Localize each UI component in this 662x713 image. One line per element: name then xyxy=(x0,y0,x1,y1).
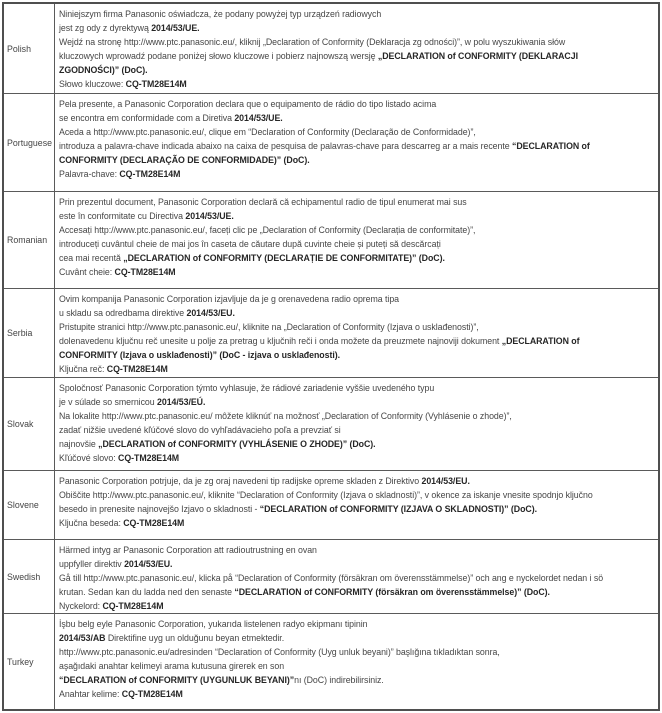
emphasized-text: “DECLARATION of xyxy=(512,141,590,151)
emphasized-text: “DECLARATION of CONFORMITY (försäkran om överensstämmelse)” (DoC). xyxy=(234,587,550,597)
text-segment: aşağıdaki anahtar kelimeyi arama kutusuna girerek en son xyxy=(59,661,285,671)
text-segment: Aceda a http://www.ptc.panasonic.eu/, clique em “Declaration of Conformity (Declaração de Conformidade)”, xyxy=(59,127,476,137)
emphasized-text: 2014/53/EU. xyxy=(186,308,235,318)
text-segment: http://www.ptc.panasonic.eu/adresinden “Declaration of Conformity (Uyg unluk beyani)” başlığına tıkladıktan sonra, xyxy=(59,647,500,657)
text-segment: krutan. Sedan kan du ladda ned den senaste xyxy=(59,587,235,597)
text-line xyxy=(59,292,656,306)
text-segment: introduceți cuvântul cheie de mai jos în caseta de căutare după cuvinte cheie și puteți să descărcați xyxy=(59,239,441,249)
text-line xyxy=(59,451,656,465)
table-row xyxy=(3,614,659,711)
text-segment: Wejdź na stronę http://www.ptc.panasonic.eu/, kliknij „Declaration of Conformity (Deklaracja zg odności)”, w polu wyszukiwania słów xyxy=(59,37,566,47)
text-segment: İşbu belg eyle Panasonic Corporation, yukarıda listelenen radyo ekipmanı tipinin xyxy=(59,619,368,629)
text-segment: Härmed intyg ar Panasonic Corporation att radioutrustning en ovan xyxy=(59,545,317,555)
emphasized-text: CQ-TM28E14M xyxy=(102,601,164,611)
content-cell xyxy=(55,289,660,378)
text-line xyxy=(59,659,656,673)
table-body xyxy=(3,3,659,710)
language-cell: Slovak xyxy=(3,378,55,471)
emphasized-text: 2014/53/AB xyxy=(59,633,106,643)
text-line xyxy=(59,97,656,111)
text-line xyxy=(59,395,656,409)
emphasized-text: CQ-TM28E14M xyxy=(125,79,187,89)
language-cell: Portuguese xyxy=(3,94,55,192)
text-line xyxy=(59,687,656,701)
language-cell: Turkey xyxy=(3,614,55,711)
text-segment: Gå till http://www.ptc.panasonic.eu/, klicka på “Declaration of Conformity (försäkran om överensstämmelse)” och ang e nyckelordet nedan i sö xyxy=(59,573,604,583)
content-cell xyxy=(55,540,660,614)
text-segment: Ovim kompanija Panasonic Corporation izjavljuje da je g orenavedena radio oprema tipa xyxy=(59,294,400,304)
text-segment: Anahtar kelime: xyxy=(59,689,122,699)
text-line xyxy=(59,488,656,502)
table-row xyxy=(3,192,659,289)
text-line xyxy=(59,617,656,631)
text-segment: Prin prezentul document, Panasonic Corporation declară că echipamentul radio de tipul enumerat mai sus xyxy=(59,197,467,207)
text-line xyxy=(59,423,656,437)
text-line xyxy=(59,77,656,91)
emphasized-text: CONFORMITY (DECLARAÇÃO DE CONFORMIDADE)” (DoC). xyxy=(59,155,310,165)
text-line xyxy=(59,49,656,63)
text-segment: Ključna reč: xyxy=(59,364,107,374)
text-segment: introduza a palavra-chave indicada abaixo na caixa de pesquisa de palavras-chave para descarreg ar a mais recente xyxy=(59,141,512,151)
text-segment: Palavra-chave: xyxy=(59,169,120,179)
emphasized-text: 2014/53/EÚ. xyxy=(157,397,206,407)
language-cell: Swedish xyxy=(3,540,55,614)
text-line xyxy=(59,35,656,49)
emphasized-text: 2014/53/EU. xyxy=(421,476,470,486)
text-line xyxy=(59,437,656,451)
emphasized-text: “DECLARATION of CONFORMITY (UYGUNLUK BEYANI)” xyxy=(59,675,295,685)
emphasized-text: CONFORMITY (Izjava o usklađenosti)” (DoC - izjava o usklađenosti). xyxy=(59,350,341,360)
text-line xyxy=(59,381,656,395)
table-row xyxy=(3,540,659,614)
text-line xyxy=(59,63,656,77)
emphasized-text: „DECLARATION of CONFORMITY (DECLARAȚIE DE CONFORMITATE)” (DoC). xyxy=(123,253,445,263)
text-segment: Kľúčové slovo: xyxy=(59,453,119,463)
emphasized-text: “DECLARATION of CONFORMITY (IZJAVA O SKLADNOSTI)” (DoC). xyxy=(259,504,537,514)
text-segment: u skladu sa odredbama direktive xyxy=(59,308,187,318)
text-line xyxy=(59,209,656,223)
text-line xyxy=(59,557,656,571)
emphasized-text: CQ-TM28E14M xyxy=(118,453,180,463)
language-cell: Polish xyxy=(3,3,55,94)
text-segment: Accesați http://www.ptc.panasonic.eu/, faceți clic pe „Declaration of Conformity (Declarația de conformitate)”, xyxy=(59,225,476,235)
text-segment: jest zg ody z dyrektywą xyxy=(59,23,152,33)
text-segment: Pela presente, a Panasonic Corporation declara que o equipamento de rádio do tipo listado acima xyxy=(59,99,437,109)
text-line xyxy=(59,320,656,334)
content-cell xyxy=(55,378,660,471)
content-cell xyxy=(55,614,660,711)
text-line xyxy=(59,516,656,530)
text-segment: besedo in prenesite najnovejšo Izjavo o skladnosti - xyxy=(59,504,260,514)
emphasized-text: ZGODNOŚCI)” (DoC). xyxy=(59,65,148,75)
emphasized-text: CQ-TM28E14M xyxy=(106,364,168,374)
emphasized-text: CQ-TM28E14M xyxy=(123,518,185,528)
text-line xyxy=(59,409,656,423)
text-segment: najnovšie xyxy=(59,439,99,449)
table-row xyxy=(3,3,659,94)
text-segment: Na lokalite http://www.ptc.panasonic.eu/ môžete kliknúť na možnosť „Declaration of Conformity (Vyhlásenie o zhode)”, xyxy=(59,411,512,421)
text-segment: zadať nižšie uvedené kľúčové slovo do vyhľadávacieho poľa a prevziať si xyxy=(59,425,341,435)
text-segment: Cuvânt cheie: xyxy=(59,267,115,277)
language-cell: Slovene xyxy=(3,471,55,540)
text-line xyxy=(59,265,656,279)
text-line xyxy=(59,334,656,348)
text-line xyxy=(59,585,656,599)
content-cell xyxy=(55,192,660,289)
language-cell: Romanian xyxy=(3,192,55,289)
table-row xyxy=(3,378,659,471)
text-line xyxy=(59,251,656,265)
text-line xyxy=(59,599,656,613)
emphasized-text: 2014/53/EU. xyxy=(124,559,173,569)
text-segment: cea mai recentă xyxy=(59,253,124,263)
text-segment: este în conformitate cu Directiva xyxy=(59,211,186,221)
text-line xyxy=(59,237,656,251)
language-cell: Serbia xyxy=(3,289,55,378)
text-line xyxy=(59,571,656,585)
table-row xyxy=(3,289,659,378)
emphasized-text: 2014/53/UE. xyxy=(151,23,200,33)
emphasized-text: 2014/53/UE. xyxy=(234,113,283,123)
text-segment: kluczowych wprowadź podane poniżej słowo kluczowe i pobierz najnowszą wersję xyxy=(59,51,378,61)
text-line xyxy=(59,474,656,488)
text-line xyxy=(59,645,656,659)
content-cell xyxy=(55,94,660,192)
text-line xyxy=(59,167,656,181)
emphasized-text: CQ-TM28E14M xyxy=(114,267,176,277)
content-cell xyxy=(55,471,660,540)
emphasized-text: „DECLARATION of xyxy=(501,336,580,346)
text-line xyxy=(59,348,656,362)
text-segment: Obiščite http://www.ptc.panasonic.eu/, kliknite “Declaration of Conformity (Izjava o skladnosti)”, v okence za iskanje vnesite spodnjo ključno xyxy=(59,490,593,500)
emphasized-text: „DECLARATION of CONFORMITY (VYHLÁSENIE O ZHODE)” (DoC). xyxy=(98,439,376,449)
text-segment: Ključna beseda: xyxy=(59,518,124,528)
text-segment: nı (DoC) indirebilirsiniz. xyxy=(294,675,384,685)
table-row xyxy=(3,471,659,540)
content-cell xyxy=(55,3,660,94)
emphasized-text: CQ-TM28E14M xyxy=(121,689,183,699)
text-segment: Nyckelord: xyxy=(59,601,103,611)
text-line xyxy=(59,111,656,125)
text-segment: je v súlade so smernicou xyxy=(59,397,158,407)
text-segment: uppfyller direktiv xyxy=(59,559,125,569)
text-line xyxy=(59,306,656,320)
text-segment: Panasonic Corporation potrjuje, da je zg oraj navedeni tip radijske opreme skladen z Direktivo xyxy=(59,476,422,486)
text-line xyxy=(59,223,656,237)
text-segment: Niniejszym firma Panasonic oświadcza, że podany powyżej typ urządzeń radiowych xyxy=(59,9,382,19)
declaration-of-conformity-table xyxy=(2,2,660,711)
text-segment: dolenavedenu ključnu reč unesite u polje za pretrag u ključnih reči i onda možete da preuzmete najnoviji dokument xyxy=(59,336,502,346)
text-line xyxy=(59,7,656,21)
text-line xyxy=(59,543,656,557)
text-segment: Direktifine uyg un olduğunu beyan etmektedir. xyxy=(105,633,285,643)
text-line xyxy=(59,21,656,35)
text-line xyxy=(59,195,656,209)
text-line xyxy=(59,673,656,687)
text-line xyxy=(59,125,656,139)
text-line xyxy=(59,502,656,516)
text-line xyxy=(59,631,656,645)
emphasized-text: CQ-TM28E14M xyxy=(119,169,181,179)
text-line xyxy=(59,362,656,376)
text-segment: Słowo kluczowe: xyxy=(59,79,126,89)
text-line xyxy=(59,153,656,167)
text-segment: se encontra em conformidade com a Diretiva xyxy=(59,113,235,123)
emphasized-text: 2014/53/UE. xyxy=(185,211,234,221)
text-line xyxy=(59,139,656,153)
text-segment: Pristupite stranici http://www.ptc.panasonic.eu/, kliknite na „Declaration of Conformity (Izjava o usklađenosti)”, xyxy=(59,322,479,332)
text-segment: Spoločnosť Panasonic Corporation týmto vyhlasuje, že rádiové zariadenie vyššie uvedeného typu xyxy=(59,383,435,393)
emphasized-text: „DECLARATION of CONFORMITY (DEKLARACJI xyxy=(377,51,578,61)
table-row xyxy=(3,94,659,192)
